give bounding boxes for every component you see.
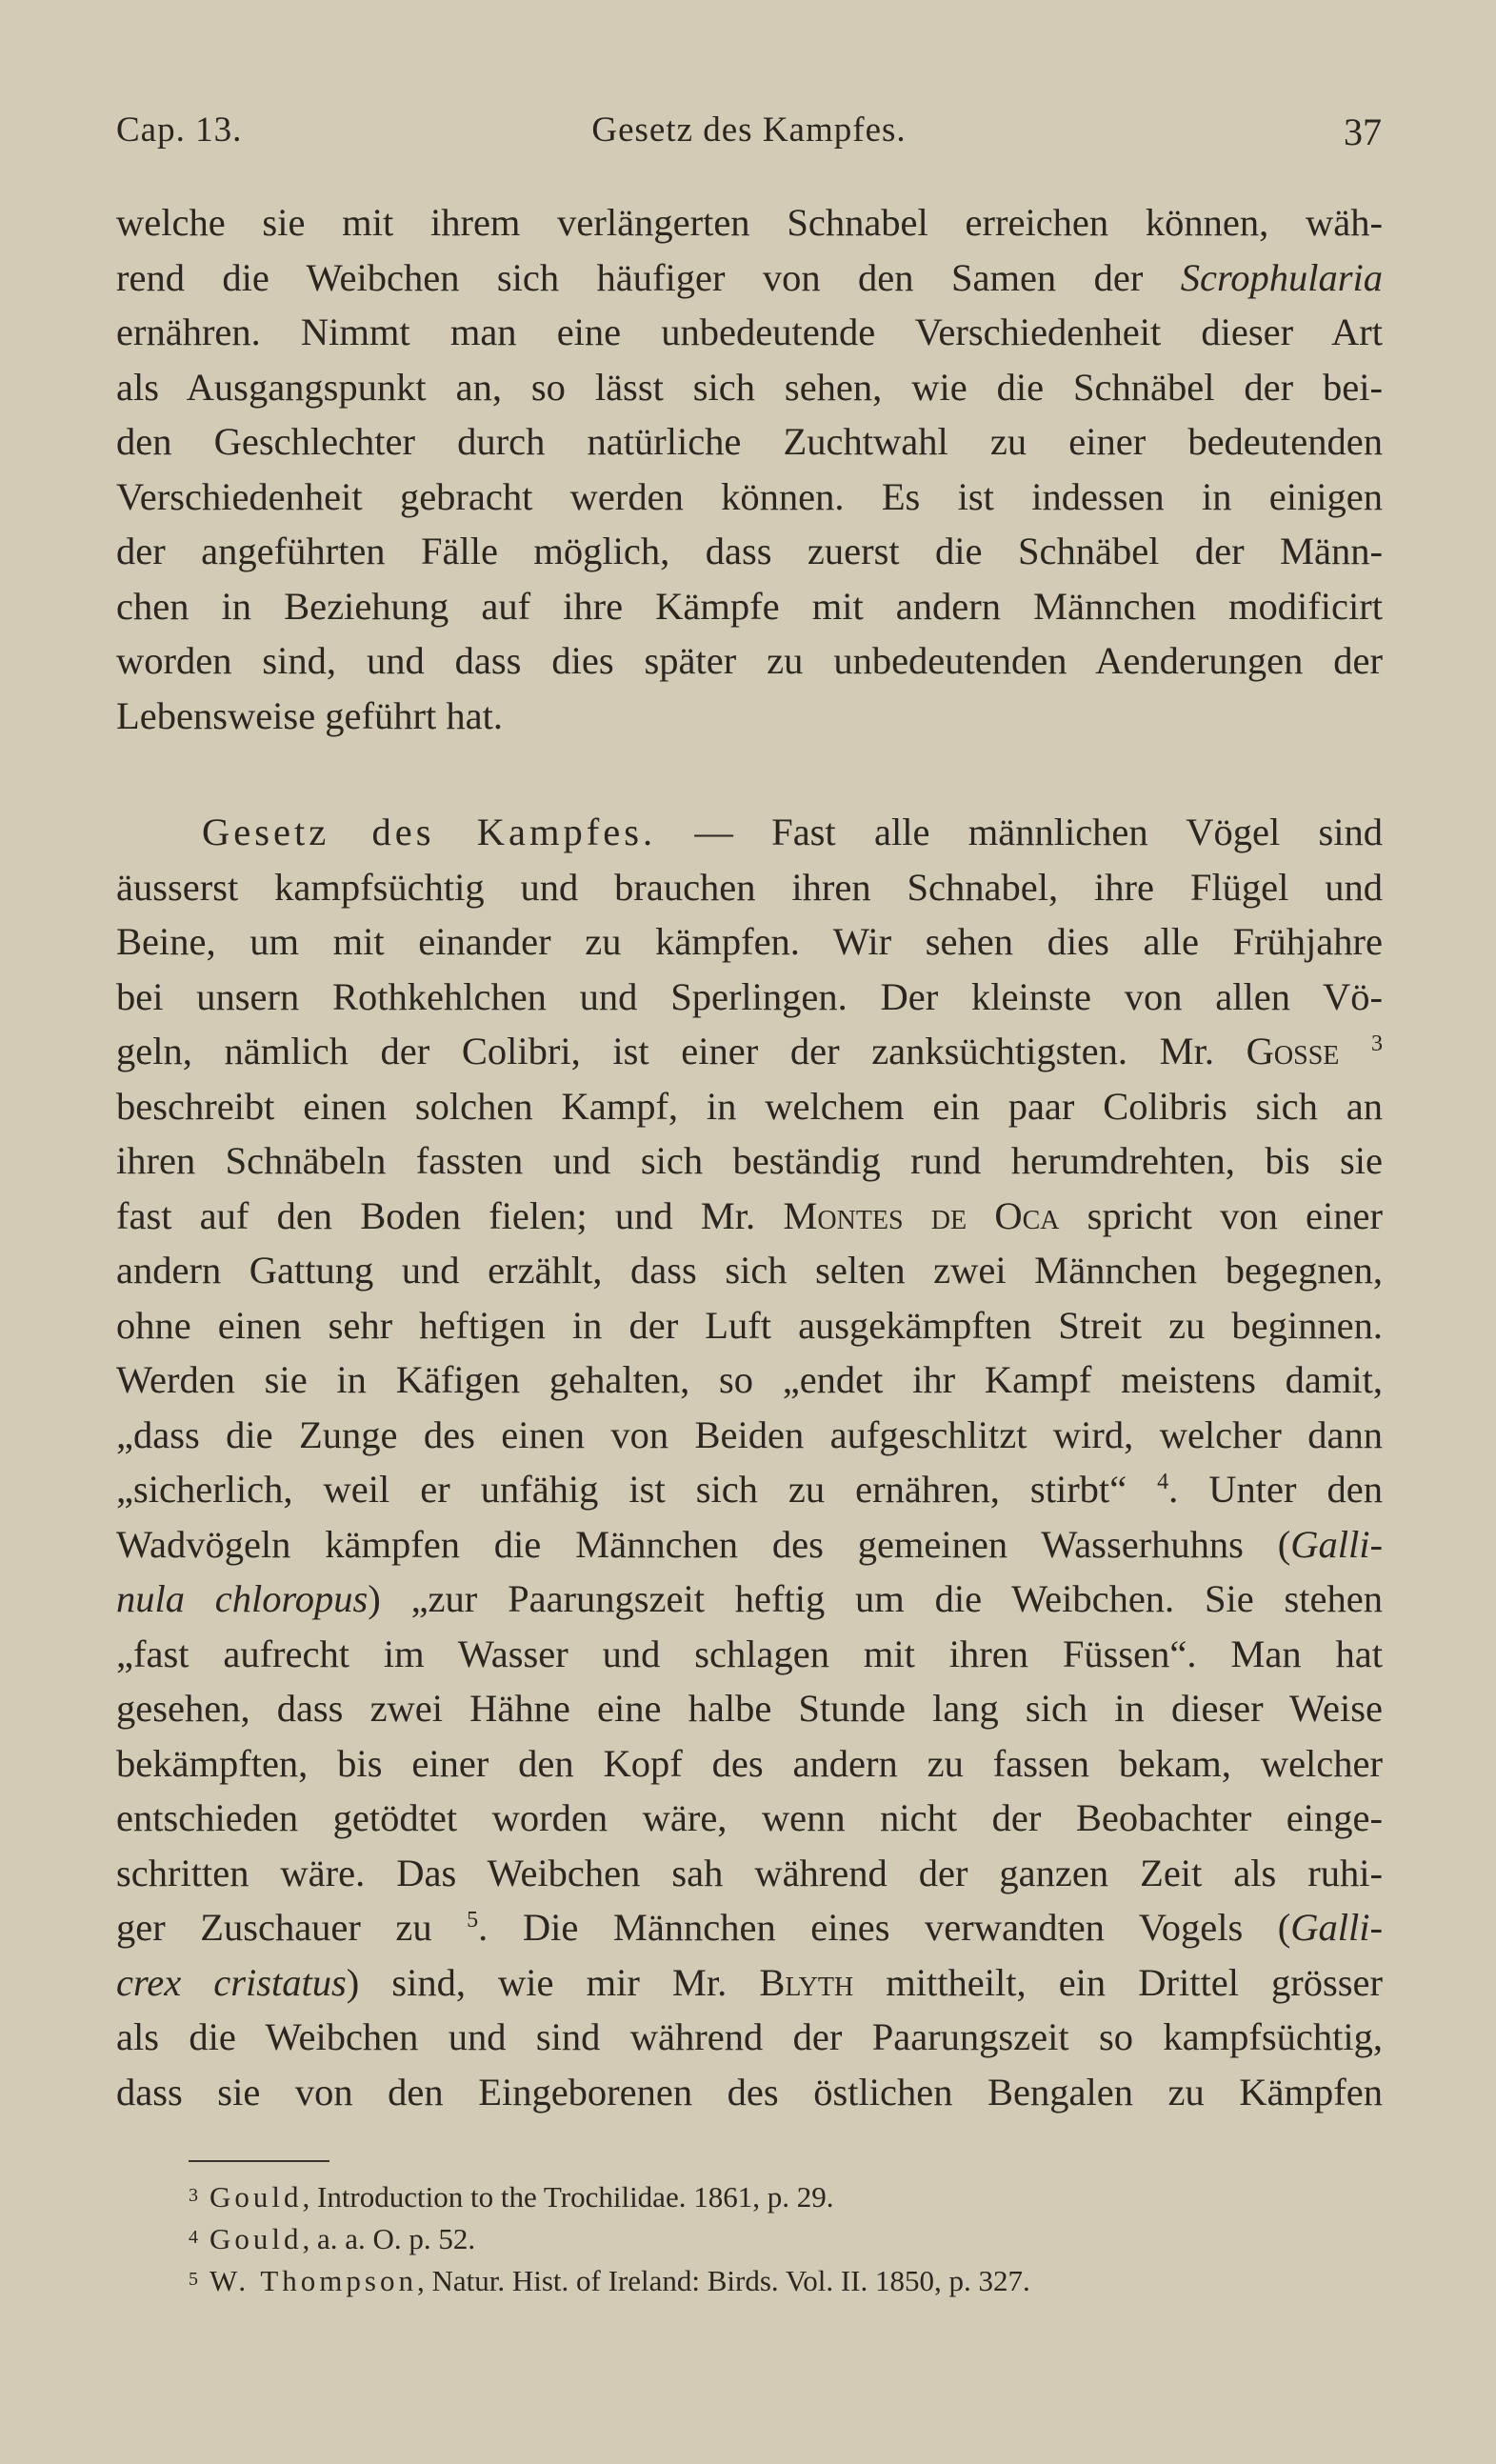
text-line: als die Weibchen und sind während der Paarungszeit so kampfsüchtig, <box>116 2015 1383 2058</box>
text-line: Werden sie in Käfigen gehalten, so „endet ihr Kampf meistens damit, <box>116 1358 1383 1401</box>
text-line: ernähren. Nimmt man eine unbedeutende Verschiedenheit dieser Art <box>116 311 1383 353</box>
text-line: ihren Schnäbeln fassten und sich beständig rund herumdrehten, bis sie <box>116 1139 1383 1182</box>
chapter-label: Cap. 13. <box>116 110 243 150</box>
text-line: bekämpften, bis einer den Kopf des andern zu fassen bekam, welcher <box>116 1741 1383 1785</box>
text-line: Lebensweise geführt hat. <box>116 693 503 737</box>
text-line: fast auf den Boden fielen; und Mr. Montes de Oca spricht von einer <box>116 1193 1383 1237</box>
running-title: Gesetz des Kampfes. <box>591 110 907 150</box>
text-line: „fast aufrecht im Wasser und schlagen mit ihren Füssen“. Man hat <box>116 1632 1383 1675</box>
text-line: welche sie mit ihrem verlängerten Schnabel erreichen können, wäh- <box>116 201 1383 244</box>
text-line: „sicherlich, weil er unfähig ist sich zu ernähren, stirbt“ $^4$. Unter den <box>116 1468 1383 1511</box>
text-line: ohne einen sehr heftigen in der Luft ausgekämpften Streit zu beginnen. <box>116 1303 1383 1347</box>
section-heading: Gesetz des Kampfes. <box>202 811 657 853</box>
footnote-rule <box>189 2160 329 2162</box>
section-heading-line: Gesetz des Kampfes. — Fast alle männlichen Vögel sind <box>202 811 1384 853</box>
text-line: dass sie von den Eingeborenen des östlichen Bengalen zu Kämpfen <box>116 2070 1383 2113</box>
text-line: Beine, um mit einander zu kämpfen. Wir sehen dies alle Frühjahre <box>116 920 1383 963</box>
footnote: 4 Gould, a. a. O. p. 52. <box>189 2222 476 2255</box>
footnote: 3 Gould, Introduction to the Trochilidae. 1861, p. 29. <box>189 2180 834 2214</box>
text-line: als Ausgangspunkt an, so lässt sich sehen, wie die Schnäbel der bei- <box>116 365 1383 409</box>
running-header <box>116 110 1382 157</box>
text-line: nula chloropus) „zur Paarungszeit heftig um die Weibchen. Sie stehen <box>116 1577 1383 1620</box>
text-line: gesehen, dass zwei Hähne eine halbe Stunde lang sich in dieser Weise <box>116 1687 1383 1730</box>
text-line: „dass die Zunge des einen von Beiden aufgeschlitzt wird, welcher dann <box>116 1412 1383 1456</box>
footnotes <box>189 2174 1331 2300</box>
text-line: der angeführten Fälle möglich, dass zuerst die Schnäbel der Männ- <box>116 530 1383 572</box>
text-line: chen in Beziehung auf ihre Kämpfe mit andern Männchen modificirt <box>116 584 1383 628</box>
text-line: worden sind, und dass dies später zu unbedeutenden Aenderungen der <box>116 639 1383 682</box>
paragraph-1 <box>116 195 1383 743</box>
text-line: rend die Weibchen sich häufiger von den Samen der Scrophularia <box>116 255 1383 299</box>
page-number: 37 <box>1344 110 1382 153</box>
text-line: Wadvögeln kämpfen die Männchen des gemeinen Wasserhuhns (Galli- <box>116 1522 1383 1566</box>
text-line: crex cristatus) sind, wie mir Mr. Blyth mittheilt, ein Drittel grösser <box>116 1960 1384 2004</box>
paragraph-2 <box>116 805 1383 2119</box>
footnote: 5 W. Thompson, Natur. Hist. of Ireland: Birds. Vol. II. 1850, p. 327. <box>189 2264 1030 2297</box>
text-line: den Geschlechter durch natürliche Zuchtwahl zu einer bedeutenden <box>116 420 1383 463</box>
text-line: ger Zuschauer zu $^5$. Die Männchen eines verwandten Vogels (Galli- <box>116 1906 1383 1949</box>
text-line: Verschiedenheit gebracht werden können. Es ist indessen in einigen <box>116 474 1383 518</box>
text-line: andern Gattung und erzählt, dass sich selten zwei Männchen begegnen, <box>116 1249 1383 1292</box>
text-line: äusserst kampfsüchtig und brauchen ihren Schnabel, ihre Flügel und <box>116 865 1383 909</box>
text-line: bei unsern Rothkehlchen und Sperlingen. Der kleinste von allen Vö- <box>116 974 1383 1018</box>
text-line: beschreibt einen solchen Kampf, in welchem ein paar Colibris sich an <box>116 1084 1383 1128</box>
text-line: schritten wäre. Das Weibchen sah während der ganzen Zeit als ruhi- <box>116 1851 1383 1894</box>
text-line: geln, nämlich der Colibri, ist einer der zanksüchtigsten. Mr. Gosse $^3$ <box>116 1030 1383 1072</box>
text-line: entschieden getödtet worden wäre, wenn nicht der Beobachter einge- <box>116 1796 1383 1839</box>
